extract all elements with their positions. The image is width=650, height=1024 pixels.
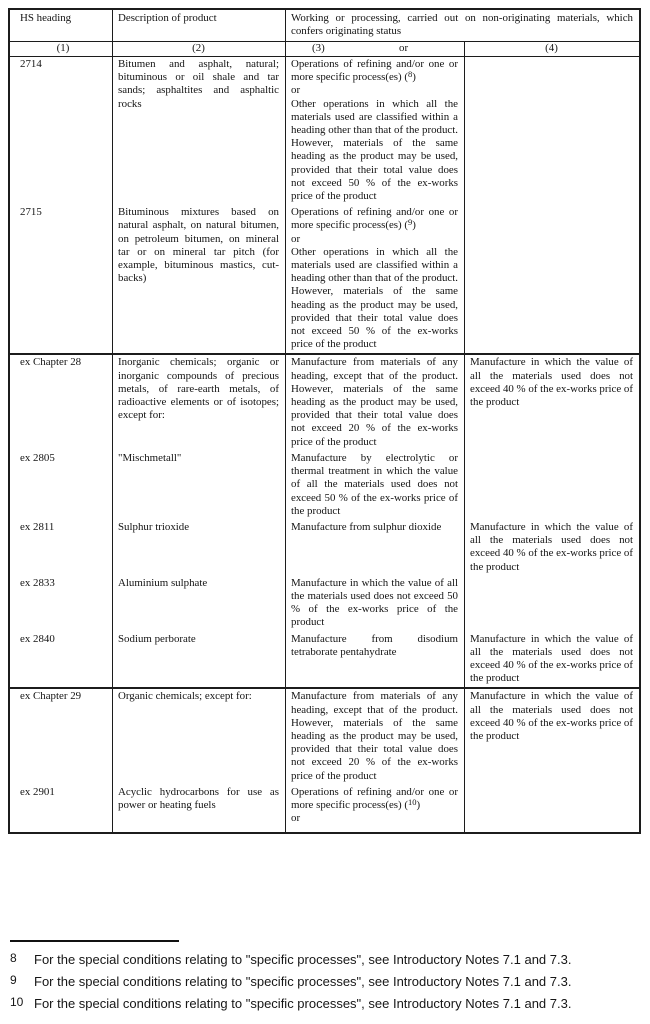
table-row xyxy=(10,57,639,205)
header-working-or-processing: Working or processing, carried out on non-originating materials, which confers originating status xyxy=(285,10,639,41)
footnote-number: 10 xyxy=(10,995,24,1009)
rule-paragraph: 2714 xyxy=(20,58,42,70)
table-header-row xyxy=(10,10,639,42)
rule-paragraph: Sulphur trioxide xyxy=(118,520,190,533)
rule-paragraph: Manufacture from materials of any heading, except that of the product. However, materials of the same heading as the product may be used, provided that their total value does not exceed 20 % of the ex-works price of the product xyxy=(291,690,458,782)
processing-rule-cell xyxy=(285,205,464,353)
product-description-cell xyxy=(112,355,285,450)
alternative-rule-cell xyxy=(464,205,639,353)
rules-of-origin-table xyxy=(8,8,641,834)
table-row xyxy=(10,785,639,833)
subheader-col1: (1) xyxy=(56,42,70,54)
processing-rule-cell xyxy=(285,632,464,688)
rule-paragraph: Sodium perborate xyxy=(118,632,196,645)
product-description-cell xyxy=(112,689,285,784)
processing-rule-cell xyxy=(285,785,464,833)
alternative-rule-cell xyxy=(464,632,639,688)
hs-heading-cell xyxy=(10,689,112,784)
hs-heading-cell xyxy=(10,576,112,632)
table-subheader-row xyxy=(10,42,639,57)
processing-rule-cell xyxy=(285,689,464,784)
rule-paragraph: Manufacture from disodium tetraborate pentahydrate xyxy=(291,632,458,658)
alternative-rule-cell xyxy=(464,520,639,576)
processing-rule-cell xyxy=(285,355,464,450)
rule-paragraph: ex Chapter 28 xyxy=(20,356,82,369)
product-description-cell xyxy=(112,576,285,632)
table-group xyxy=(10,353,639,687)
product-description-cell xyxy=(112,451,285,520)
hs-heading-cell xyxy=(10,520,112,576)
hs-heading-cell xyxy=(10,451,112,520)
footnote xyxy=(10,974,642,990)
footnote-text: For the special conditions relating to "specific processes", see Introductory Notes 7.1 and 7.3. xyxy=(34,996,572,1011)
rule-paragraph: or xyxy=(291,84,301,97)
table-row xyxy=(10,520,639,576)
rule-paragraph: ex 2805 xyxy=(20,451,55,464)
hs-heading-cell xyxy=(10,785,112,833)
footnotes xyxy=(10,940,642,1018)
alternative-rule-cell xyxy=(464,57,639,205)
rule-paragraph: or xyxy=(291,812,301,825)
rule-paragraph: Manufacture in which the value of all the materials used does not exceed 40 % of the ex-works price of the product xyxy=(470,690,633,742)
footnote xyxy=(10,996,642,1012)
product-description-cell xyxy=(112,632,285,688)
rule-paragraph: Bitumen and asphalt, natural; bituminous or oil shale and tar sands; asphaltites and asphaltic rocks xyxy=(118,58,279,110)
hs-heading-cell xyxy=(10,57,112,205)
rule-paragraph: Manufacture in which the value of all the materials used does not exceed 50 % of the ex-works price of the product xyxy=(291,576,458,629)
processing-rule-cell xyxy=(285,576,464,632)
header-description-of-product: Description of product xyxy=(112,10,285,41)
rule-paragraph: ex Chapter 29 xyxy=(20,690,82,703)
rule-paragraph: Other operations in which all the materials used are classified within a heading other than that of the product. However, materials of the same heading as the product may be used, provided that their total value does not exceed 50 % of the ex-works price of the product xyxy=(291,97,458,203)
rule-paragraph: Manufacture in which the value of all the materials used does not exceed 40 % of the ex-works price of the product xyxy=(470,520,633,573)
rule-paragraph: Manufacture in which the value of all the materials used does not exceed 40 % of the ex-works price of the product xyxy=(470,632,633,685)
rule-paragraph: Aluminium sulphate xyxy=(118,576,208,589)
rule-paragraph: Bituminous mixtures based on natural asphalt, on natural bitumen, on petroleum bitumen, on mineral tar or on mineral tar pitch (for example, bituminous mastics, cut-backs) xyxy=(118,206,279,285)
rule-paragraph: ex 2833 xyxy=(20,576,55,589)
rule-paragraph: Inorganic chemicals; organic or inorganic compounds of precious metals, of rare-earth metals, of radioactive elements or of isotopes; except for: xyxy=(118,356,279,422)
rule-paragraph: Operations of refining and/or one or more specific process(es) ($^{10}$) xyxy=(291,785,458,811)
rule-paragraph: 2715 xyxy=(20,206,42,219)
alternative-rule-cell xyxy=(464,689,639,784)
footnote-list xyxy=(10,952,642,1012)
hs-heading-cell xyxy=(10,632,112,688)
table-row xyxy=(10,689,639,784)
alternative-rule-cell xyxy=(464,355,639,450)
table-row xyxy=(10,205,639,353)
footnote-text: For the special conditions relating to "specific processes", see Introductory Notes 7.1 and 7.3. xyxy=(34,952,572,967)
alternative-rule-cell xyxy=(464,451,639,520)
subheader-col4: (4) xyxy=(464,42,639,56)
table-group xyxy=(10,57,639,353)
rule-paragraph: Acyclic hydrocarbons for use as power or heating fuels xyxy=(118,785,279,811)
footnote-text: For the special conditions relating to "specific processes", see Introductory Notes 7.1 and 7.3. xyxy=(34,974,572,989)
rule-paragraph: ex 2901 xyxy=(20,785,55,798)
rule-paragraph: Manufacture by electrolytic or thermal treatment in which the value of all the materials used does not exceed 50 % of the ex-works price of the product xyxy=(291,451,458,517)
table-group xyxy=(10,687,639,832)
rule-paragraph: Manufacture in which the value of all the materials used does not exceed 40 % of the ex-works price of the product xyxy=(470,356,633,409)
rule-paragraph: ex 2840 xyxy=(20,632,55,645)
rule-paragraph: Other operations in which all the materials used are classified within a heading other than that of the product. However, materials of the same heading as the product may be used, provided that their total value does not exceed 50 % of the ex-works price of the product xyxy=(291,245,458,351)
hs-heading-cell xyxy=(10,355,112,450)
rule-paragraph: Operations of refining and/or one or more specific process(es) ($^9$) xyxy=(291,206,458,232)
processing-rule-cell xyxy=(285,451,464,520)
subheader-or-label: or xyxy=(399,42,409,54)
hs-heading-cell xyxy=(10,205,112,353)
table-body xyxy=(10,57,639,832)
subheader-col2: (2) xyxy=(112,42,285,56)
table-row xyxy=(10,451,639,520)
product-description-cell xyxy=(112,57,285,205)
rule-paragraph: Manufacture from sulphur dioxide xyxy=(291,520,442,533)
alternative-rule-cell xyxy=(464,576,639,632)
processing-rule-cell xyxy=(285,57,464,205)
subheader-col3-label: (3) xyxy=(312,42,325,54)
footnote xyxy=(10,952,642,968)
processing-rule-cell xyxy=(285,520,464,576)
rule-paragraph: Operations of refining and/or one or more specific process(es) ($^8$) xyxy=(291,58,458,84)
footnote-separator-rule xyxy=(10,940,179,942)
rule-paragraph: Organic chemicals; except for: xyxy=(118,690,252,703)
product-description-cell xyxy=(112,785,285,833)
subheader-col3 xyxy=(285,42,464,56)
footnote-number: 9 xyxy=(10,973,17,987)
rule-paragraph: or xyxy=(291,232,301,245)
rule-paragraph: "Mischmetall" xyxy=(118,451,182,464)
footnote-number: 8 xyxy=(10,951,17,965)
header-hs-heading: HS heading xyxy=(20,12,72,24)
rule-paragraph: ex 2811 xyxy=(20,520,55,533)
product-description-cell xyxy=(112,520,285,576)
table-row xyxy=(10,355,639,450)
rule-paragraph: Manufacture from materials of any heading, except that of the product. However, materials of the same heading as the product may be used, provided that their total value does not exceed 20 % of the ex-works price of the product xyxy=(291,356,458,448)
table-row xyxy=(10,576,639,632)
product-description-cell xyxy=(112,205,285,353)
table-row xyxy=(10,632,639,688)
alternative-rule-cell xyxy=(464,785,639,833)
